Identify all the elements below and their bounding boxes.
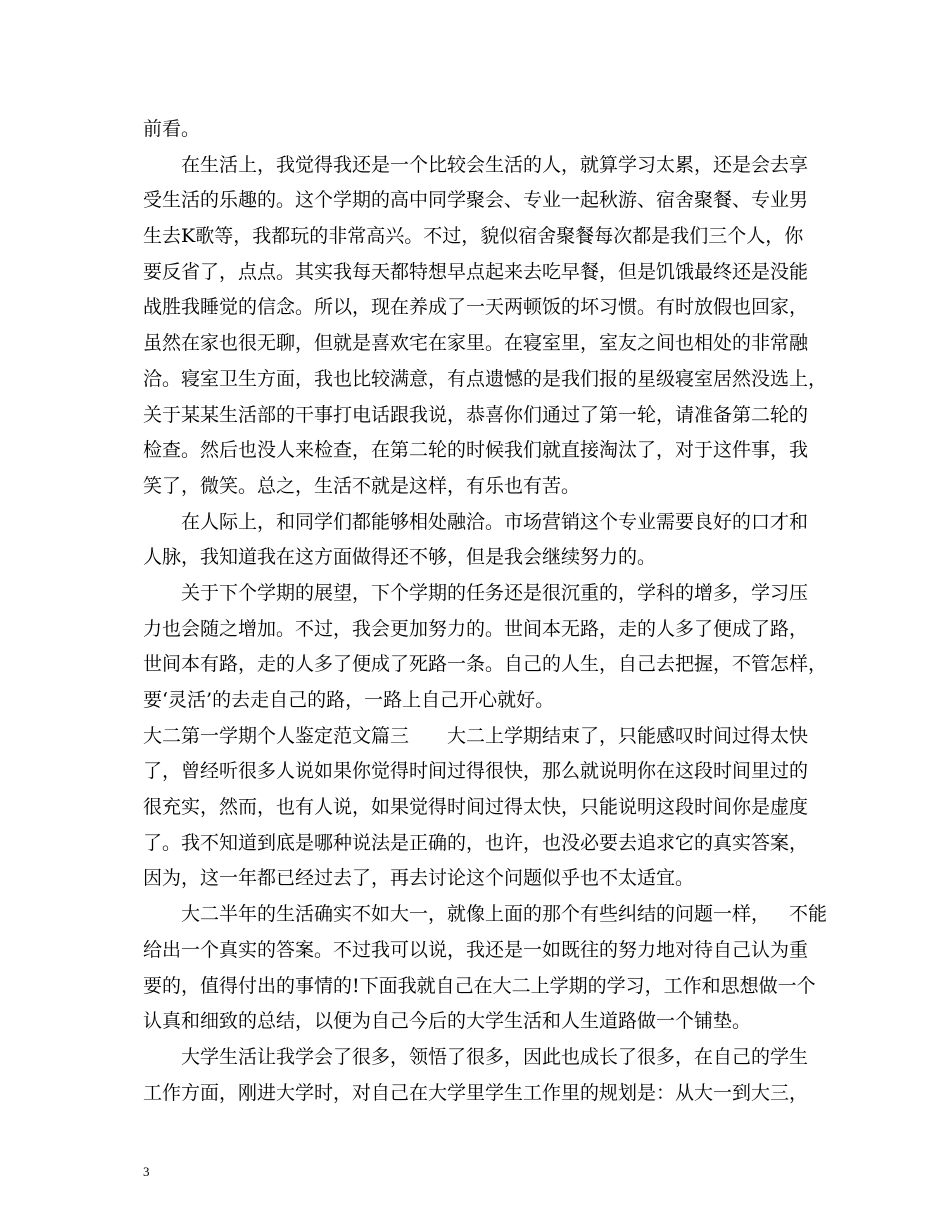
text-line: 检查。然后也没人来检查，在第二轮的时候我们就直接淘汰了，对于这件事，我 xyxy=(143,439,809,462)
text-line: 力也会随之增加。不过，我会更加努力的。世间本无路，走的人多了便成了路， xyxy=(143,617,809,640)
text-line: 很充实，然而，也有人说，如果觉得时间过得太快，只能说明这段时间你是虚度 xyxy=(143,796,809,819)
text-segment: 不能 xyxy=(789,903,828,926)
text-line: 关于某某生活部的干事打电话跟我说，恭喜你们通过了第一轮，请准备第二轮的 xyxy=(143,403,809,426)
text-line: 受生活的乐趣的。这个学期的高中同学聚会、专业一起秋游、宿舍聚餐、专业男 xyxy=(143,189,809,212)
text-line: 洽。寝室卫生方面，我也比较满意，有点遗憾的是我们报的星级寝室居然没选上， xyxy=(143,367,828,390)
text-line: 生去K歌等，我都玩的非常高兴。不过，貌似宿舍聚餐每次都是我们三个人，你 xyxy=(143,225,804,248)
paragraph-start-line: 在生活上，我觉得我还是一个比较会生活的人，就算学习太累，还是会去享 xyxy=(181,153,809,176)
paragraph-start-line xyxy=(143,897,828,933)
paragraph-start-line: 关于下个学期的展望，下个学期的任务还是很沉重的，学科的增多，学习压 xyxy=(181,581,809,604)
text-line: 要反省了，点点。其实我每天都特想早点起来去吃早餐，但是饥饿最终还是没能 xyxy=(143,260,809,283)
paragraph-start-line: 在人际上，和同学们都能够相处融洽。市场营销这个专业需要良好的口才和 xyxy=(181,510,809,533)
paragraph-start-line: 大学生活让我学会了很多，领悟了很多，因此也成长了很多，在自己的学生 xyxy=(181,1045,809,1068)
text-line: 因为，这一年都已经过去了，再去讨论这个问题似乎也不太适宜。 xyxy=(143,867,695,890)
text-line: 认真和细致的总结，以便为自己今后的大学生活和人生道路做一个铺垫。 xyxy=(143,1010,752,1033)
text-line: 工作方面，刚进大学时，对自己在大学里学生工作里的规划是：从大一到大三， xyxy=(143,1081,809,1104)
text-line: 了，曾经听很多人说如果你觉得时间过得很快，那么就说明你在这段时间里过的 xyxy=(143,760,809,783)
page-number: 3 xyxy=(143,1164,150,1179)
text-line: 虽然在家也很无聊，但就是喜欢宅在家里。在寝室里，室友之间也相处的非常融 xyxy=(143,332,809,355)
text-line: 了。我不知道到底是哪种说法是正确的，也许，也没必要去追求它的真实答案， xyxy=(143,831,809,854)
section-heading: 大二第一学期个人鉴定范文篇三 xyxy=(143,724,410,747)
text-line: 人脉，我知道我在这方面做得还不够，但是我会继续努力的。 xyxy=(143,546,657,569)
text-line: 世间本有路，走的人多了便成了死路一条。自己的人生，自己去把握，不管怎样， xyxy=(143,653,828,676)
text-line: 要的，值得付出的事情的!下面我就自己在大二上学期的学习，工作和思想做一个 xyxy=(143,974,816,997)
text-line: 给出一个真实的答案。不过我可以说，我还是一如既往的努力地对待自己认为重 xyxy=(143,938,809,961)
text-line: 要‘灵活’的去走自己的路，一路上自己开心就好。 xyxy=(143,689,555,711)
document-body xyxy=(143,112,828,1111)
section-heading-line xyxy=(143,719,823,755)
text-line: 战胜我睡觉的信念。所以，现在养成了一天两顿饭的坏习惯。有时放假也回家， xyxy=(143,296,809,319)
text-line: 前看。 xyxy=(143,118,201,140)
text-line: 笑了，微笑。总之，生活不就是这样，有乐也有苦。 xyxy=(143,474,581,497)
section-first-sentence: 大二上学期结束了，只能感叹时间过得太快 xyxy=(447,724,809,747)
text-segment: 大二半年的生活确实不如大一，就像上面的那个有些纠结的问题一样， xyxy=(181,903,771,926)
